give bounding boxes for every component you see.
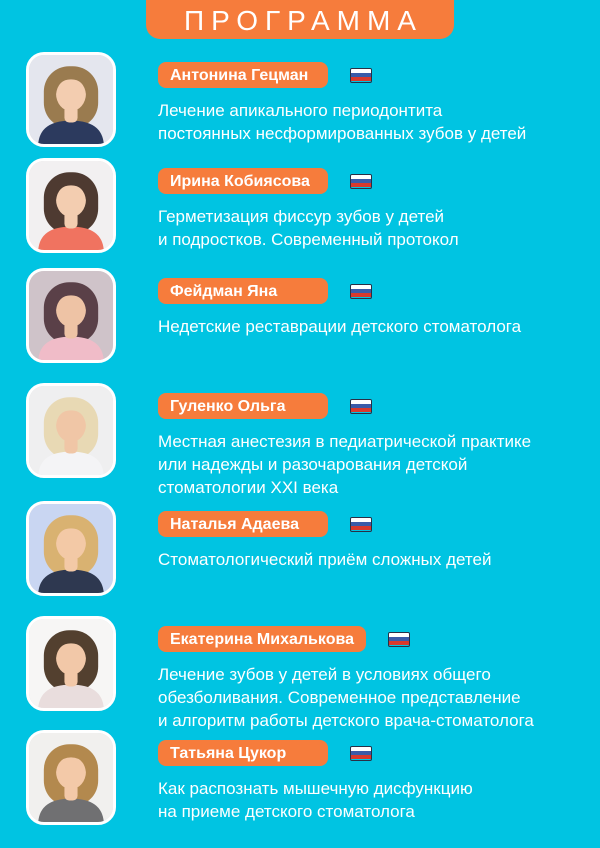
speaker-info [158, 511, 491, 571]
speaker-info [158, 278, 521, 338]
talk-topic-line: стоматологии XXI века [158, 478, 339, 497]
speaker-name-row [158, 168, 459, 194]
talk-topic [158, 430, 531, 499]
speaker-info [158, 168, 459, 251]
talk-topic [158, 205, 459, 251]
avatar-illustration [29, 733, 113, 822]
speaker-info [158, 626, 534, 732]
speaker-photo [26, 730, 116, 825]
speaker-name-badge: Наталья Адаева [158, 511, 328, 537]
speaker-name-row [158, 62, 526, 88]
flag-russia-icon [350, 68, 372, 83]
speaker-name-row [158, 511, 491, 537]
talk-topic-line: Как распознать мышечную дисфункцию [158, 779, 473, 798]
flag-russia-icon [388, 632, 410, 647]
speaker-info [158, 740, 473, 823]
talk-topic-line: или надежды и разочарования детской [158, 455, 468, 474]
speaker-name-badge: Екатерина Михалькова [158, 626, 366, 652]
talk-topic-line: Лечение апикального периодонтита [158, 101, 443, 120]
flag-stripe [351, 755, 371, 759]
talk-topic [158, 663, 534, 732]
speaker-photo [26, 268, 116, 363]
page-title: ПРОГРАММА [146, 0, 454, 39]
talk-topic-line: Герметизация фиссур зубов у детей [158, 207, 445, 226]
flag-stripe [351, 408, 371, 412]
talk-topic-line: Местная анестезия в педиатрической практике [158, 432, 532, 451]
talk-topic-line: постоянных несформированных зубов у детей [158, 124, 527, 143]
speaker-info [158, 393, 531, 499]
speaker-name-badge: Ирина Кобиясова [158, 168, 328, 194]
speaker-name-badge: Антонина Гецман [158, 62, 328, 88]
talk-topic-line: на приеме детского стоматолога [158, 802, 415, 821]
avatar-illustration [29, 386, 113, 475]
flag-stripe [351, 293, 371, 297]
talk-topic [158, 548, 491, 571]
flag-stripe [351, 526, 371, 530]
flag-russia-icon [350, 284, 372, 299]
speaker-photo [26, 501, 116, 596]
speaker-photo [26, 616, 116, 711]
flag-russia-icon [350, 399, 372, 414]
speaker-name-row [158, 393, 531, 419]
speaker-photo [26, 158, 116, 253]
talk-topic [158, 777, 473, 823]
flag-russia-icon [350, 174, 372, 189]
avatar-illustration [29, 619, 113, 708]
talk-topic [158, 315, 521, 338]
talk-topic-line: Недетские реставрации детского стоматолога [158, 317, 522, 336]
speaker-name-row [158, 626, 534, 652]
avatar-illustration [29, 161, 113, 250]
speaker-name-badge: Фейдман Яна [158, 278, 328, 304]
speaker-name-badge: Татьяна Цукор [158, 740, 328, 766]
speaker-name-badge: Гуленко Ольга [158, 393, 328, 419]
speaker-photo [26, 383, 116, 478]
avatar-illustration [29, 55, 113, 144]
talk-topic-line: обезболивания. Современное представление [158, 688, 521, 707]
flag-stripe [389, 641, 409, 645]
flag-stripe [351, 183, 371, 187]
speaker-info [158, 62, 526, 145]
talk-topic-line: Стоматологический приём сложных детей [158, 550, 492, 569]
talk-topic-line: и подростков. Современный протокол [158, 230, 459, 249]
flag-stripe [351, 77, 371, 81]
flag-russia-icon [350, 746, 372, 761]
speaker-photo [26, 52, 116, 147]
avatar-illustration [29, 504, 113, 593]
speaker-name-row [158, 278, 521, 304]
avatar-illustration [29, 271, 113, 360]
flag-russia-icon [350, 517, 372, 532]
talk-topic-line: и алгоритм работы детского врача-стоматолога [158, 711, 534, 730]
talk-topic [158, 99, 526, 145]
speaker-name-row [158, 740, 473, 766]
talk-topic-line: Лечение зубов у детей в условиях общего [158, 665, 491, 684]
